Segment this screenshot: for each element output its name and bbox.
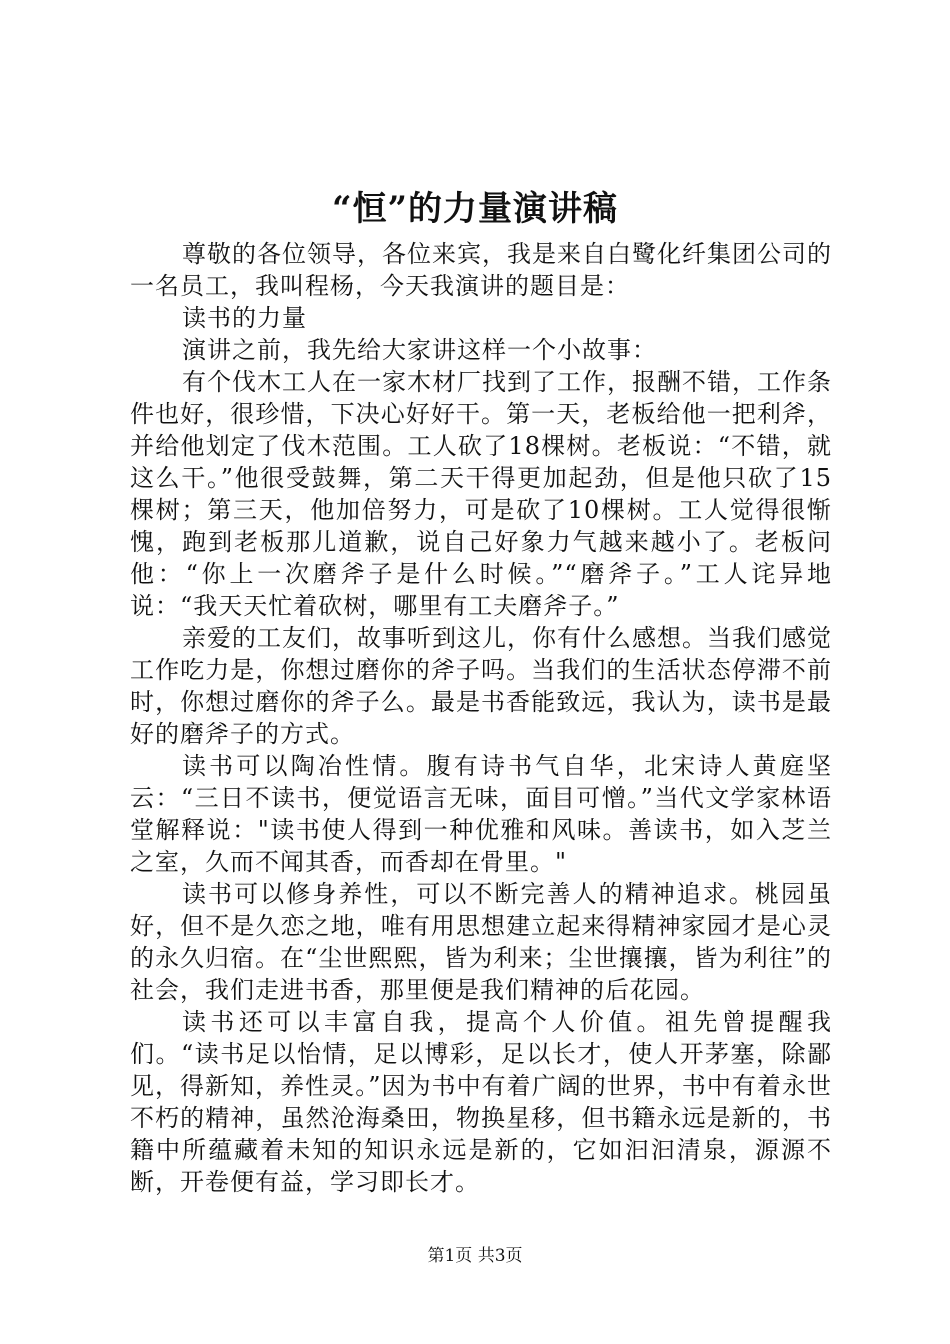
paragraph-greeting: 尊敬的各位领导，各位来宾，我是来自白鹭化纤集团公司的一名员工，我叫程杨，今天我演讲的题目是： bbox=[130, 240, 832, 300]
page-number-footer: 第1页 共3页 bbox=[427, 1246, 523, 1266]
paragraph-self-cultivation: 读书可以修身养性，可以不断完善人的精神追求。桃园虽好，但不是久恋之地，唯有用思想建立起来得精神家园才是心灵的永久归宿。在“尘世熙熙，皆为利来；尘世攘攘，皆为利往”的社会，我们走进书香，那里便是我们精神的后花园。 bbox=[130, 880, 832, 1004]
document-body bbox=[130, 238, 832, 1198]
paragraph-topic: 读书的力量 bbox=[182, 304, 307, 332]
paragraph-reflection: 亲爱的工友们，故事听到这儿，你有什么感想。当我们感觉工作吃力是，你想过磨你的斧子吗。当我们的生活状态停滞不前时，你想过磨你的斧子么。最是书香能致远，我认为，读书是最好的磨斧子的方式。 bbox=[130, 624, 832, 748]
paragraph-enrich-self: 读书还可以丰富自我，提高个人价值。祖先曾提醒我们。“读书足以怡情，足以博彩，足以长才，使人开茅塞，除鄙见，得新知，养性灵。”因为书中有着广阔的世界，书中有着永世不朽的精神，虽然沧海桑田，物换星移，但书籍永远是新的，书籍中所蕴藏着未知的知识永远是新的，它如汩汩清泉，源源不断，开卷便有益，学习即长才。 bbox=[130, 1008, 832, 1196]
paragraph-intro: 演讲之前，我先给大家讲这样一个小故事： bbox=[182, 336, 657, 364]
paragraph-cultivate-temperament: 读书可以陶冶性情。腹有诗书气自华，北宋诗人黄庭坚云：“三日不读书，便觉语言无味，面目可憎。”当代文学家林语堂解释说："读书使人得到一种优雅和风味。善读书，如入芝兰之室，久而不闻其香，而香却在骨里。" bbox=[130, 752, 832, 876]
document-title: “恒”的力量演讲稿 bbox=[331, 189, 619, 229]
paragraph-story: 有个伐木工人在一家木材厂找到了工作，报酬不错，工作条件也好，很珍惜，下决心好好干。第一天，老板给他一把利斧，并给他划定了伐木范围。工人砍了18棵树。老板说：“不错，就这么干。”他很受鼓舞，第二天干得更加起劲，但是他只砍了15棵树；第三天，他加倍努力，可是砍了10棵树。工人觉得很惭愧，跑到老板那儿道歉，说自己好象力气越来越小了。老板问他：“你上一次磨斧子是什么时候。”“磨斧子。”工人诧异地说：“我天天忙着砍树，哪里有工夫磨斧子。” bbox=[130, 368, 832, 620]
